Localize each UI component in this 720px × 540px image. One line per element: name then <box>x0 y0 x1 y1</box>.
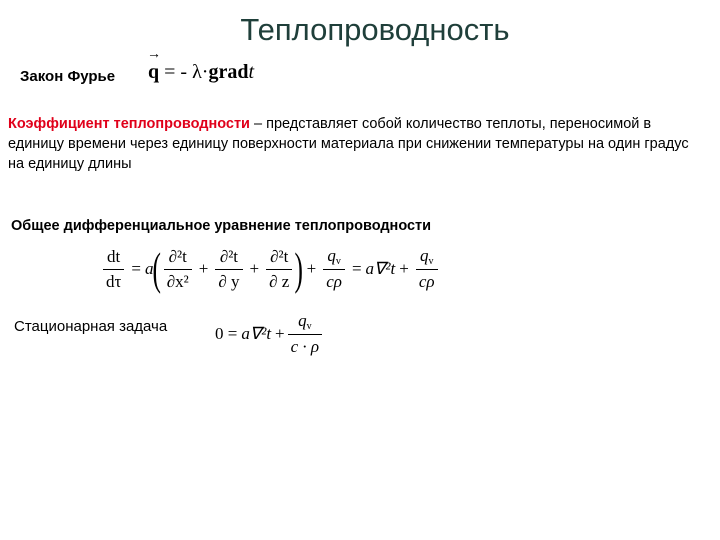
dt-dtau-fraction <box>103 247 124 292</box>
general-heat-equation <box>100 242 441 296</box>
c-rho: cρ <box>418 272 435 291</box>
plus-sign: + <box>198 259 209 278</box>
conductivity-definition <box>8 114 708 174</box>
definition-text: – представляет собой количество теплоты, переносимой в единицу времени через единицу поверхности материала при снижении температуры на один градус на единицу длины <box>8 116 689 172</box>
slide-title: Теплопроводность <box>240 12 510 47</box>
general-equation-heading: Общее дифференциальное уравнение теплопроводности <box>11 218 432 234</box>
plus-sign: + <box>275 324 285 343</box>
den-dy2: ∂ y <box>215 269 242 292</box>
qv-crho-fraction <box>416 246 438 292</box>
right-paren: ) <box>294 243 304 294</box>
plus-sign: + <box>306 259 317 278</box>
v-subscript: v <box>306 321 312 332</box>
d2t-dz2-fraction <box>266 247 292 292</box>
zero-equals: 0 = <box>215 324 238 343</box>
c-dot-rho: c · ρ <box>290 337 320 356</box>
stationary-equation <box>215 310 325 358</box>
num-d2t-y: ∂²t <box>219 246 239 266</box>
num-qv <box>324 246 344 269</box>
q-symbol: q <box>298 311 307 330</box>
equals-minus: = - <box>164 61 188 83</box>
grad-operator: grad <box>208 61 249 83</box>
den-dx2: ∂x² <box>164 269 192 292</box>
d2t-dy2-fraction <box>215 247 242 292</box>
left-paren: ( <box>152 243 162 294</box>
denominator-dtau: dτ <box>103 269 124 292</box>
q-symbol: q <box>327 246 336 265</box>
equals-sign: = <box>131 259 141 278</box>
den-dz2: ∂ z <box>266 269 292 292</box>
v-subscript: v <box>428 256 434 267</box>
d2t-dx2-fraction <box>164 247 192 292</box>
q-symbol: q <box>148 61 160 83</box>
q-symbol: q <box>419 246 429 265</box>
fourier-law-formula <box>147 47 255 84</box>
den-erho <box>323 269 345 292</box>
qv-c-rho-fraction <box>288 311 322 357</box>
den-c-dot-rho <box>288 334 322 357</box>
num-d2t-z: ∂²t <box>270 246 289 266</box>
num-d2t-x: ∂²t <box>168 246 187 266</box>
equals-sign: = <box>351 259 362 278</box>
a-nabla-t: a∇²t <box>365 259 396 278</box>
a-coefficient: a <box>144 259 154 278</box>
t-symbol: t <box>248 61 255 83</box>
definition-term: Коэффициент теплопроводности <box>8 116 250 132</box>
den-crho <box>416 269 438 292</box>
qv-erho-fraction <box>323 246 345 292</box>
a-nabla-t: a∇²t <box>241 324 272 343</box>
v-subscript: v <box>335 256 341 267</box>
dot-operator: · <box>201 61 209 83</box>
fourier-law-label: Закон Фурье <box>20 68 116 85</box>
c-rho: cρ <box>326 272 342 291</box>
num-qv <box>417 246 437 269</box>
plus-sign: + <box>249 259 260 278</box>
lambda-symbol: λ <box>192 61 202 83</box>
numerator-dt: dt <box>107 246 121 266</box>
num-qv <box>295 311 315 334</box>
vector-arrow-icon: → <box>147 47 161 62</box>
plus-sign: + <box>399 259 409 278</box>
heat-flux-vector <box>147 47 161 84</box>
stationary-problem-label: Стационарная задача <box>14 318 168 335</box>
